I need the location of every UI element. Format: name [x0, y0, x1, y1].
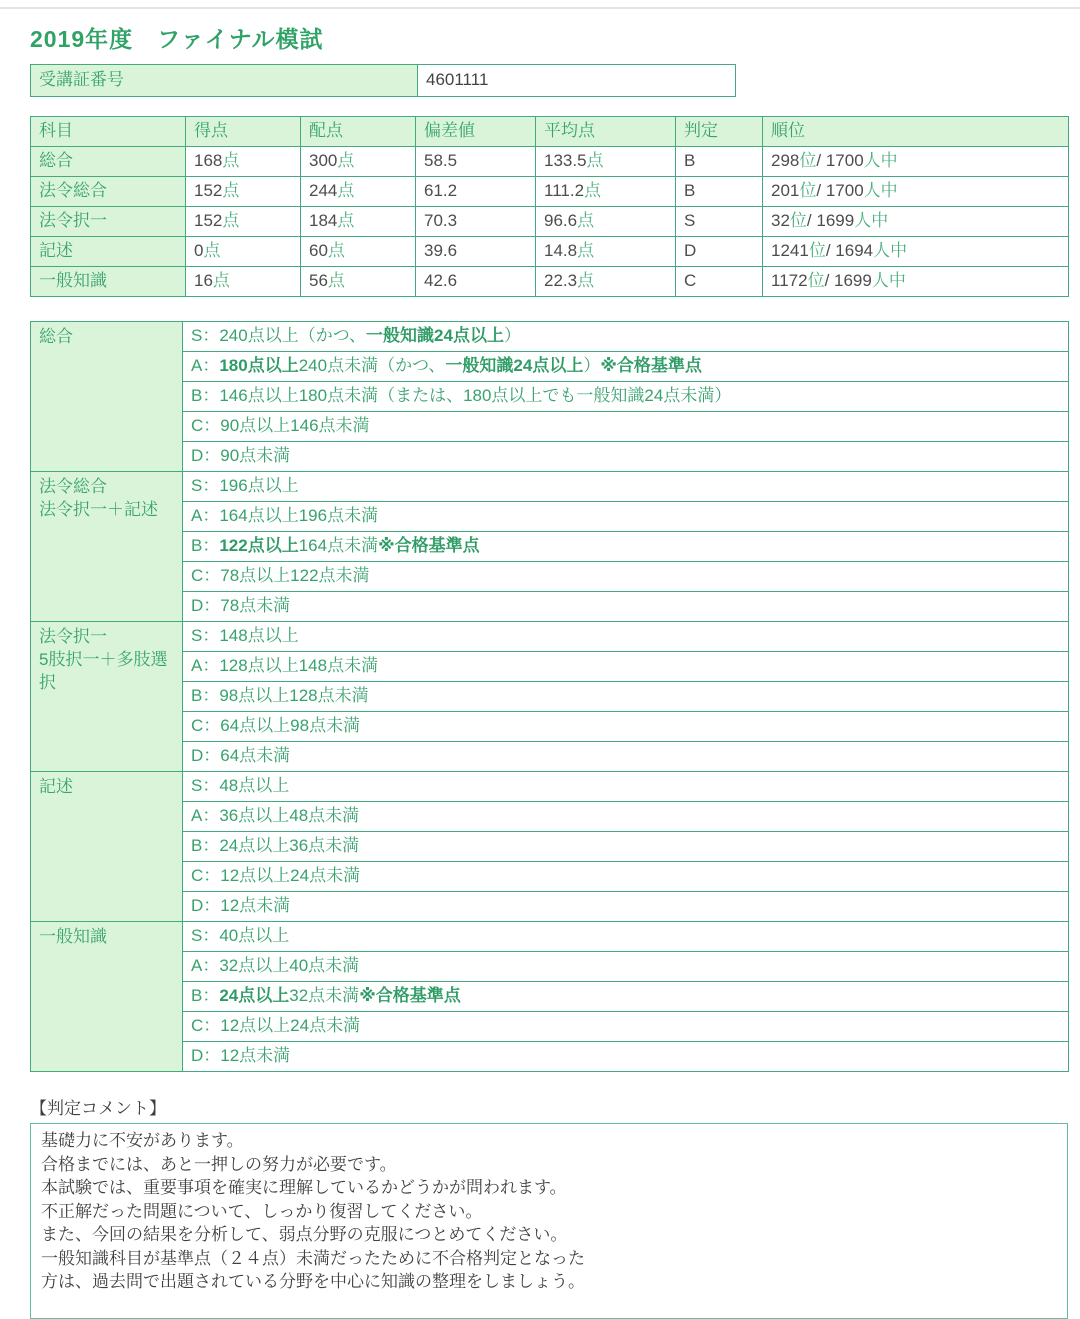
criteria-text-cell	[183, 952, 1069, 982]
criteria-row	[31, 742, 1069, 772]
text-segment: /	[824, 271, 835, 291]
text-segment: 240点未満（かつ、	[298, 356, 446, 376]
criteria-text-cell	[183, 1042, 1069, 1072]
text-segment: B：146点以上180点未満（または、180点以上でも一般知識24点未満）	[191, 386, 732, 406]
criteria-label-line: 法令総合	[39, 477, 107, 496]
text-segment: D：12点未満	[191, 1046, 291, 1066]
criteria-row	[31, 562, 1069, 592]
grade-cell	[676, 147, 763, 177]
text-segment: 184	[309, 211, 338, 231]
top-divider	[0, 7, 1080, 9]
deviation-cell	[416, 177, 536, 207]
text-segment: 24点以上	[219, 986, 290, 1006]
text-segment: 58.5	[424, 151, 458, 171]
results-row	[31, 177, 1069, 207]
text-segment: ※合格基準点	[600, 356, 702, 376]
text-segment: 点	[577, 271, 595, 291]
text-segment: B：	[191, 986, 220, 1006]
text-segment: 点	[222, 211, 240, 231]
text-segment: /	[806, 211, 817, 231]
text-segment: D：90点未満	[191, 446, 291, 466]
text-segment: A：	[191, 356, 220, 376]
text-segment: 298	[771, 151, 800, 171]
results-header-row	[31, 117, 1069, 147]
criteria-row	[31, 772, 1069, 802]
text-segment: 164点未満	[298, 536, 379, 556]
text-segment: 位	[799, 181, 817, 201]
text-segment: 39.6	[424, 241, 458, 261]
criteria-text-cell	[183, 442, 1069, 472]
student-id-row	[31, 65, 736, 97]
score-cell	[186, 267, 301, 297]
text-segment: 168	[194, 151, 223, 171]
criteria-row	[31, 382, 1069, 412]
allocation-cell	[301, 207, 416, 237]
criteria-text-cell	[183, 652, 1069, 682]
criteria-body	[31, 322, 1069, 1072]
text-segment: 点	[203, 241, 221, 261]
text-segment: A：36点以上48点未満	[191, 806, 360, 826]
text-segment: /	[825, 241, 836, 261]
comment-heading: 【判定コメント】	[30, 1099, 166, 1118]
text-segment: B	[684, 151, 696, 171]
text-segment: 0	[194, 241, 204, 261]
criteria-table	[30, 321, 1069, 1072]
comment-line: また、今回の結果を分析して、弱点分野の克服につとめてください。	[41, 1225, 568, 1244]
criteria-row	[31, 712, 1069, 742]
allocation-cell	[301, 267, 416, 297]
subject-cell: 総合	[31, 147, 186, 177]
results-row	[31, 237, 1069, 267]
text-segment: 点	[586, 151, 604, 171]
comment-line: 不正解だった問題について、しっかり復習してください。	[41, 1201, 483, 1221]
text-segment: 1700	[825, 181, 864, 201]
text-segment: 位	[799, 151, 817, 171]
criteria-text-cell	[183, 712, 1069, 742]
results-header-cell: 偏差値	[416, 117, 536, 147]
text-segment: A：128点以上148点未満	[191, 656, 379, 676]
criteria-row	[31, 1012, 1069, 1042]
text-segment: 32点未満	[289, 986, 360, 1006]
text-segment: ）	[503, 326, 521, 346]
text-segment: 位	[789, 211, 807, 231]
text-segment: 244	[309, 181, 338, 201]
text-segment: 56	[309, 271, 328, 291]
text-segment: 111.2	[544, 181, 585, 201]
rank-cell	[763, 267, 1069, 297]
results-header-cell: 配点	[301, 117, 416, 147]
text-segment: C：90点以上146点未満	[191, 416, 370, 436]
text-segment: 一般知識24点以上	[445, 356, 584, 376]
text-segment: 点	[222, 181, 240, 201]
text-segment: 点	[337, 211, 355, 231]
criteria-section-label	[31, 922, 183, 1072]
text-segment: 201	[771, 181, 800, 201]
comment-line: 方は、過去問で出題されている分野を中心に知識の整理をしましょう。	[41, 1272, 585, 1291]
grade-cell	[676, 237, 763, 267]
average-cell	[536, 237, 676, 267]
subject-cell: 一般知識	[31, 267, 186, 297]
criteria-text-cell	[183, 832, 1069, 862]
text-segment: /	[816, 181, 826, 201]
text-segment: 人中	[871, 271, 906, 291]
criteria-section-label	[31, 622, 183, 772]
criteria-text-cell	[183, 772, 1069, 802]
text-segment: 点	[577, 241, 595, 261]
text-segment: 点	[337, 181, 355, 201]
text-segment: 32	[771, 211, 790, 231]
text-segment: 1700	[825, 151, 864, 171]
text-segment: 1694	[835, 241, 874, 261]
text-segment: 人中	[873, 241, 908, 261]
criteria-text-cell	[183, 682, 1069, 712]
criteria-row	[31, 532, 1069, 562]
text-segment: 点	[222, 151, 240, 171]
criteria-row	[31, 1042, 1069, 1072]
results-body	[31, 147, 1069, 297]
results-header-cell: 科目	[31, 117, 186, 147]
student-id-table	[30, 64, 736, 97]
criteria-text-cell	[183, 382, 1069, 412]
text-segment: C	[684, 271, 697, 291]
criteria-text-cell	[183, 322, 1069, 352]
deviation-cell	[416, 147, 536, 177]
results-header-cell: 順位	[763, 117, 1069, 147]
text-segment: D：64点未満	[191, 746, 291, 766]
subject-cell: 法令総合	[31, 177, 186, 207]
criteria-row	[31, 652, 1069, 682]
criteria-row	[31, 502, 1069, 532]
rank-cell	[763, 177, 1069, 207]
text-segment: 133.5	[544, 151, 587, 171]
text-segment: A：32点以上40点未満	[191, 956, 360, 976]
comment-line: 本試験では、重要事項を確実に理解しているかどうかが問われます。	[41, 1178, 567, 1197]
subject-cell: 法令択一	[31, 207, 186, 237]
criteria-section-label	[31, 472, 183, 622]
text-segment: D	[684, 241, 697, 261]
allocation-cell	[301, 177, 416, 207]
text-segment: 1699	[816, 211, 855, 231]
text-segment: 96.6	[544, 211, 578, 231]
criteria-text-cell	[183, 802, 1069, 832]
score-cell	[186, 147, 301, 177]
text-segment: 1699	[834, 271, 872, 291]
criteria-text-cell	[183, 472, 1069, 502]
criteria-label-line: 記述	[39, 777, 73, 796]
criteria-text-cell	[183, 1012, 1069, 1042]
criteria-row	[31, 802, 1069, 832]
text-segment: C：64点以上98点未満	[191, 716, 361, 736]
text-segment: 位	[807, 271, 825, 291]
text-segment: S：48点以上	[191, 776, 290, 796]
criteria-row	[31, 472, 1069, 502]
criteria-section-label	[31, 772, 183, 922]
text-segment: ※合格基準点	[359, 986, 461, 1006]
criteria-row	[31, 862, 1069, 892]
text-segment: 点	[584, 181, 602, 201]
score-cell	[186, 207, 301, 237]
text-segment: S：196点以上	[191, 476, 299, 496]
comment-line: 一般知識科目が基準点（２４点）未満だったために不合格判定となった	[41, 1248, 585, 1268]
page-container	[30, 21, 1068, 1319]
criteria-row	[31, 682, 1069, 712]
results-header-cell: 判定	[676, 117, 763, 147]
text-segment: C：78点以上122点未満	[191, 566, 370, 586]
text-segment: S：40点以上	[191, 926, 290, 946]
subject-cell: 記述	[31, 237, 186, 267]
criteria-row	[31, 922, 1069, 952]
text-segment: A：164点以上196点未満	[191, 506, 379, 526]
criteria-text-cell	[183, 592, 1069, 622]
text-segment: B：	[191, 536, 220, 556]
text-segment: 152	[194, 181, 223, 201]
text-segment: 点	[212, 271, 230, 291]
text-segment: 22.3	[544, 271, 578, 291]
criteria-row	[31, 952, 1069, 982]
text-segment: 180点以上	[219, 356, 299, 376]
criteria-text-cell	[183, 742, 1069, 772]
criteria-row	[31, 892, 1069, 922]
score-cell	[186, 237, 301, 267]
text-segment: 42.6	[424, 271, 458, 291]
text-segment: S：148点以上	[191, 626, 299, 646]
text-segment: B：98点以上128点未満	[191, 686, 369, 706]
results-row	[31, 267, 1069, 297]
rank-cell	[763, 237, 1069, 267]
text-segment: ※合格基準点	[378, 536, 480, 556]
criteria-text-cell	[183, 502, 1069, 532]
criteria-label-line: 法令択一	[39, 627, 107, 646]
text-segment: 1172	[771, 271, 808, 291]
comment-line: 合格までには、あと一押しの努力が必要です。	[41, 1154, 397, 1174]
criteria-row	[31, 592, 1069, 622]
average-cell	[536, 147, 676, 177]
results-row	[31, 147, 1069, 177]
text-segment: D：12点未満	[191, 896, 291, 916]
text-segment: 人中	[854, 211, 889, 231]
rank-cell	[763, 207, 1069, 237]
average-cell	[536, 267, 676, 297]
text-segment: 152	[194, 211, 223, 231]
text-segment: S：240点以上（かつ、	[191, 326, 367, 346]
student-id-label: 受講証番号	[31, 65, 418, 97]
criteria-row	[31, 622, 1069, 652]
rank-cell	[763, 147, 1069, 177]
criteria-text-cell	[183, 532, 1069, 562]
text-segment: B	[684, 181, 696, 201]
text-segment: 61.2	[424, 181, 458, 201]
page-title: 2019年度 ファイナル模試	[30, 26, 324, 52]
text-segment: B：24点以上36点未満	[191, 836, 360, 856]
text-segment: C：12点以上24点未満	[191, 1016, 361, 1036]
grade-cell	[676, 207, 763, 237]
criteria-row	[31, 412, 1069, 442]
criteria-row	[31, 832, 1069, 862]
deviation-cell	[416, 207, 536, 237]
text-segment: 点	[327, 241, 345, 261]
criteria-label-line: 総合	[39, 327, 73, 346]
criteria-text-cell	[183, 622, 1069, 652]
text-segment: 300	[309, 151, 338, 171]
criteria-row	[31, 322, 1069, 352]
text-segment: 点	[327, 271, 345, 291]
criteria-text-cell	[183, 412, 1069, 442]
text-segment: 1241	[771, 241, 809, 261]
grade-cell	[676, 177, 763, 207]
grade-cell	[676, 267, 763, 297]
criteria-label-line: 5肢択一＋多肢選択	[39, 649, 168, 692]
allocation-cell	[301, 237, 416, 267]
criteria-row	[31, 352, 1069, 382]
comment-line: 基礎力に不安があります。	[41, 1131, 244, 1150]
criteria-section-label	[31, 322, 183, 472]
criteria-row	[31, 982, 1069, 1012]
criteria-text-cell	[183, 352, 1069, 382]
criteria-label-line: 一般知識	[39, 927, 107, 946]
text-segment: 一般知識24点以上	[366, 326, 504, 346]
text-segment: 人中	[863, 151, 898, 171]
results-table	[30, 116, 1069, 297]
deviation-cell	[416, 267, 536, 297]
deviation-cell	[416, 237, 536, 267]
average-cell	[536, 177, 676, 207]
text-segment: 14.8	[544, 241, 578, 261]
text-segment: D：78点未満	[191, 596, 291, 616]
results-header-cell: 平均点	[536, 117, 676, 147]
average-cell	[536, 207, 676, 237]
criteria-text-cell	[183, 982, 1069, 1012]
comment-box	[30, 1123, 1068, 1319]
allocation-cell	[301, 147, 416, 177]
text-segment: 人中	[863, 181, 898, 201]
text-segment: 16	[194, 271, 213, 291]
text-segment: C：12点以上24点未満	[191, 866, 361, 886]
score-cell	[186, 177, 301, 207]
criteria-row	[31, 442, 1069, 472]
text-segment: 60	[309, 241, 328, 261]
text-segment: ）	[583, 356, 601, 376]
text-segment: /	[816, 151, 826, 171]
results-header-cell: 得点	[186, 117, 301, 147]
text-segment: 点	[337, 151, 355, 171]
criteria-text-cell	[183, 922, 1069, 952]
text-segment: 点	[577, 211, 595, 231]
criteria-label-line: 法令択一＋記述	[39, 499, 158, 519]
text-segment: 位	[808, 241, 826, 261]
student-id-value: 4601111	[418, 65, 736, 97]
text-segment: S	[684, 211, 696, 231]
results-row	[31, 207, 1069, 237]
criteria-text-cell	[183, 892, 1069, 922]
text-segment: 70.3	[424, 211, 458, 231]
text-segment: 122点以上	[219, 536, 299, 556]
criteria-text-cell	[183, 862, 1069, 892]
criteria-text-cell	[183, 562, 1069, 592]
